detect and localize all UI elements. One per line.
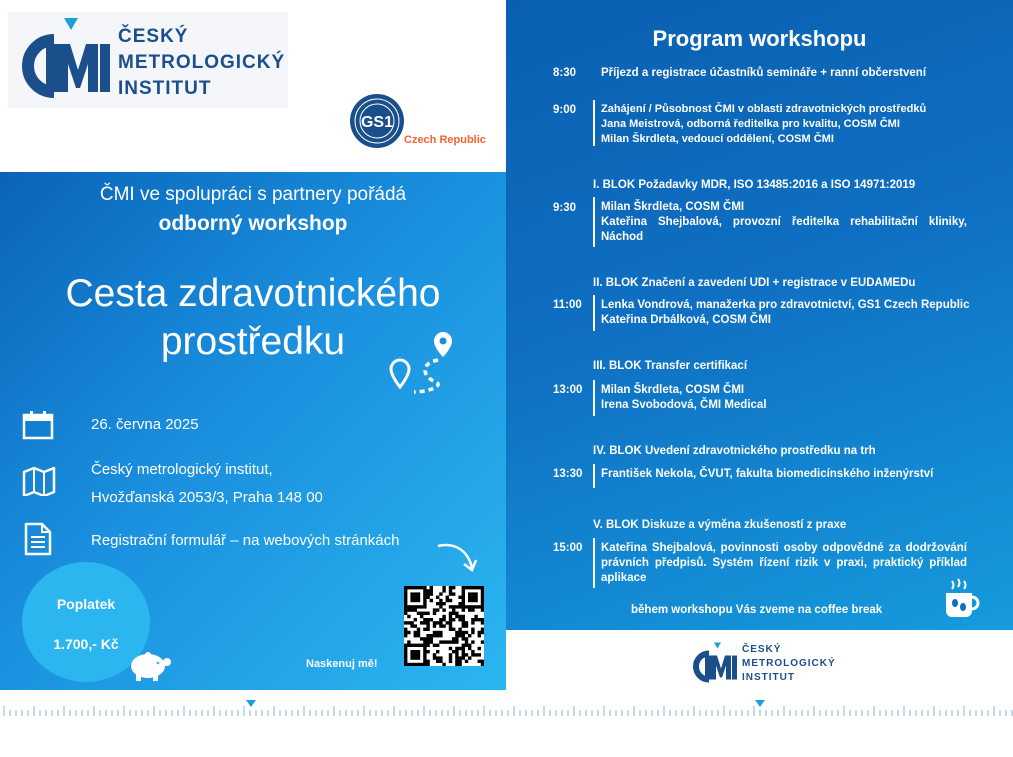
block-time: 13:00 xyxy=(553,384,583,396)
intro-line2: odborný workshop xyxy=(158,212,348,235)
arrow-icon xyxy=(434,540,480,576)
block-time: 11:00 xyxy=(553,299,582,311)
fee-price: 1.700,- Kč xyxy=(53,636,119,652)
title-line2: prostředku xyxy=(160,320,346,363)
opening-time: 9:00 xyxy=(553,104,577,116)
speaker-line: Milan Škrdleta, COSM ČMI xyxy=(601,384,745,396)
opening-text xyxy=(601,102,926,147)
logo-line3: INSTITUT xyxy=(742,672,795,683)
cmi-logo xyxy=(8,12,288,108)
speaker-line: Kateřina Shejbalová, povinnosti osoby odpovědné za dodržování xyxy=(601,542,967,554)
block-speakers xyxy=(601,200,967,245)
block-time: 13:30 xyxy=(553,468,583,480)
block-title: I. BLOK Požadavky MDR, ISO 13485:2016 a ISO 14971:2019 xyxy=(593,179,916,191)
timeline-bar xyxy=(593,538,595,588)
program-title: Program workshopu xyxy=(652,26,867,51)
block-speakers xyxy=(601,383,767,413)
event-date: 26. června 2025 xyxy=(91,416,199,433)
logo-line1: ČESKÝ xyxy=(742,644,782,655)
intro-line1: ČMI ve spolupráci s partnery pořádá xyxy=(99,184,407,205)
qr-code-icon[interactable] xyxy=(404,586,484,666)
gs1-mark-text: GS1 xyxy=(360,114,394,131)
block-title: II. BLOK Značení a zavedení UDI + registrace v EUDAMEDu xyxy=(593,277,916,289)
logo-line3: INSTITUT xyxy=(118,78,212,99)
scan-label: Naskenuj mě! xyxy=(306,658,378,670)
opening-line: Milan Škrdleta, vedoucí oddělení, COSM ČMI xyxy=(601,133,834,145)
timeline-bar xyxy=(593,295,595,331)
gs1-logo xyxy=(348,92,498,152)
cmi-logo-mark xyxy=(16,18,112,104)
logo-line2: METROLOGICKÝ xyxy=(118,52,286,73)
block-time: 9:30 xyxy=(553,202,577,214)
route-pin-icon xyxy=(388,330,458,396)
logo-line1: ČESKÝ xyxy=(118,26,189,47)
map-icon xyxy=(22,466,56,496)
block-time: 15:00 xyxy=(553,542,583,554)
speaker-line: Irena Svobodová, ČMI Medical xyxy=(601,399,767,411)
arrival-time: 8:30 xyxy=(553,67,577,79)
speaker-line: aplikace xyxy=(601,572,647,584)
timeline-bar xyxy=(593,197,595,247)
speaker-line: František Nekola, ČVUT, fakulta biomedicínského inženýrství xyxy=(601,468,934,480)
document-icon xyxy=(24,522,52,556)
place-line2: Hvožďanská 2053/3, Praha 148 00 xyxy=(91,489,323,506)
title-line1: Cesta zdravotnického xyxy=(65,272,441,315)
block-speakers xyxy=(601,467,933,482)
cmi-logo-bottom xyxy=(690,640,840,690)
gs1-subtitle: Czech Republic xyxy=(404,134,486,146)
ruler-decoration xyxy=(0,700,1013,720)
speaker-line: Kateřina Shejbalová, provozní ředitelka rehabilitační kliniky, xyxy=(601,216,967,228)
block-title: IV. BLOK Uvedení zdravotnického prostředku na trh xyxy=(593,445,876,457)
timeline-bar xyxy=(593,100,595,146)
cmi-logo-mark xyxy=(690,642,738,686)
arrival-text: Příjezd a registrace účastníků semináře + ranní občerstvení xyxy=(601,67,927,79)
gs1-logo-mark xyxy=(348,92,406,150)
timeline-bar xyxy=(593,464,595,488)
speaker-line: právních předpisů. Systém řízení rizik v praxi, praktický příklad xyxy=(601,557,967,569)
block-title: V. BLOK Diskuze a výměna zkušeností z praxe xyxy=(593,519,847,531)
coffee-icon xyxy=(942,577,982,621)
calendar-icon xyxy=(22,410,54,440)
fee-label: Poplatek xyxy=(56,596,116,612)
speaker-line: Lenka Vondrová, manažerka pro zdravotnictví, GS1 Czech Republic xyxy=(601,299,970,311)
speaker-line: Milan Škrdleta, COSM ČMI xyxy=(601,201,745,213)
block-speakers xyxy=(601,541,967,586)
event-place xyxy=(91,456,323,512)
opening-line: Zahájení / Působnost ČMI v oblasti zdravotnických prostředků xyxy=(601,103,927,115)
coffee-break-text: během workshopu Vás zveme na coffee break xyxy=(631,604,883,616)
place-line1: Český metrologický institut, xyxy=(91,461,273,478)
logo-line2: METROLOGICKÝ xyxy=(742,658,836,669)
block-title: III. BLOK Transfer certifikací xyxy=(593,360,748,372)
registration-link[interactable]: Registrační formulář – na webových stránkách xyxy=(91,532,400,549)
piggy-bank-icon xyxy=(126,648,172,682)
block-speakers xyxy=(601,298,970,328)
opening-line: Jana Meistrová, odborná ředitelka pro kvalitu, COSM ČMI xyxy=(601,118,900,130)
speaker-line: Náchod xyxy=(601,231,644,243)
timeline-bar xyxy=(593,380,595,416)
speaker-line: Kateřina Drbálková, COSM ČMI xyxy=(601,314,771,326)
